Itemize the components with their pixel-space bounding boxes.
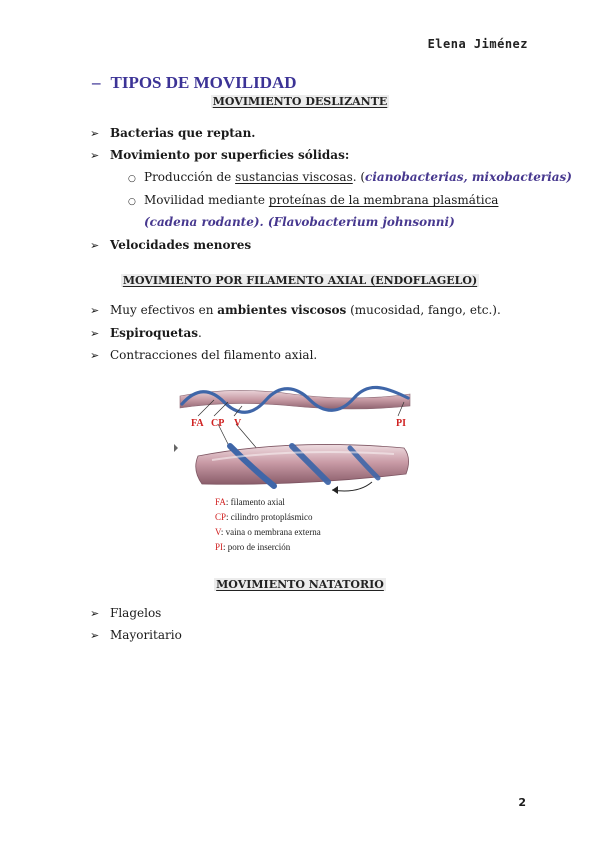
bullet-velocidades [90,237,251,254]
page-number: 2 [518,796,526,809]
heading-axial [0,274,600,287]
legend-key: V [215,527,221,537]
heading-axial-text: MOVIMIENTO POR FILAMENTO AXIAL (ENDOFLAGELO) [122,274,478,287]
arrow-bullet-icon: ➢ [90,607,100,620]
bullet-text: Bacterias que reptan. [110,126,256,140]
sub-underlined: proteínas de la membrana plasmática [268,193,499,207]
legend-fa [215,497,285,508]
legend-key: CP [215,512,227,522]
arrow-bullet-icon: ➢ [90,349,100,362]
label-pi: PI [396,418,406,429]
legend-text: : filamento axial [225,497,285,507]
legend-v [215,527,321,538]
arrow-bullet-icon: ➢ [90,239,100,252]
sub-text: Movilidad mediante [144,193,269,207]
legend-text: : vaina o membrana externa [220,527,321,537]
heading-deslizante [0,95,600,108]
bullet-text: Mayoritario [110,628,182,642]
title-dash: – [92,73,101,92]
bullet-bold: Espiroquetas [110,326,199,340]
heading-deslizante-text: MOVIMIENTO DESLIZANTE [212,95,388,108]
bullet-superficies [90,147,349,164]
circle-bullet-icon: ○ [128,197,136,207]
arrow-bullet-icon: ➢ [90,327,100,340]
legend-key: PI [215,542,224,552]
bullet-text: Movimiento por superficies sólidas: [110,148,350,162]
author-name: Elena Jiménez [427,37,528,51]
circle-bullet-icon: ○ [128,174,136,184]
legend-pi [215,542,290,553]
bullet-text: Muy efectivos en [110,303,218,317]
sub-italic: cianobacterias, mixobacterias) [365,170,572,184]
bullet-contracciones [90,347,317,364]
sub-text: Producción de [144,170,236,184]
bullet-bold: ambientes viscosos [217,303,347,317]
label-fa: FA [191,418,204,429]
sub-text: . ( [352,170,366,184]
bullet-viscosos [90,302,501,319]
marker-arrow-icon [174,444,178,452]
bullet-text: Contracciones del filamento axial. [110,348,318,362]
bullet-text: (mucosidad, fango, etc.). [346,303,501,317]
section-title [92,73,297,93]
bullet-text: . [198,326,202,340]
arrow-bullet-icon: ➢ [90,127,100,140]
subbullet-proteinas [128,192,498,210]
label-v: V [234,418,242,429]
label-cp: CP [211,418,225,429]
subbullet-cadena [144,214,455,230]
section-title-text: TIPOS DE MOVILIDAD [110,73,297,92]
bullet-espiroquetas [90,325,202,342]
legend-text: : cilindro protoplásmico [226,512,313,522]
arrow-bullet-icon: ➢ [90,149,100,162]
sub-underlined: sustancias viscosas [235,170,353,184]
arrow-bullet-icon: ➢ [90,629,100,642]
heading-natatorio-text: MOVIMIENTO NATATORIO [216,578,384,591]
arrow-bullet-icon: ➢ [90,304,100,317]
legend-key: FA [215,497,226,507]
subbullet-viscosas [128,169,572,187]
bullet-text: Velocidades menores [110,238,252,252]
bullet-flagelos [90,605,161,622]
legend-text: : poro de inserción [223,542,291,552]
bullet-text: Flagelos [110,606,162,620]
bullet-reptan [90,125,256,142]
bullet-mayoritario [90,627,182,644]
legend-cp [215,512,313,523]
heading-natatorio [0,578,600,591]
sub-italic: (cadena rodante). (Flavobacterium johnsonni) [144,215,455,229]
